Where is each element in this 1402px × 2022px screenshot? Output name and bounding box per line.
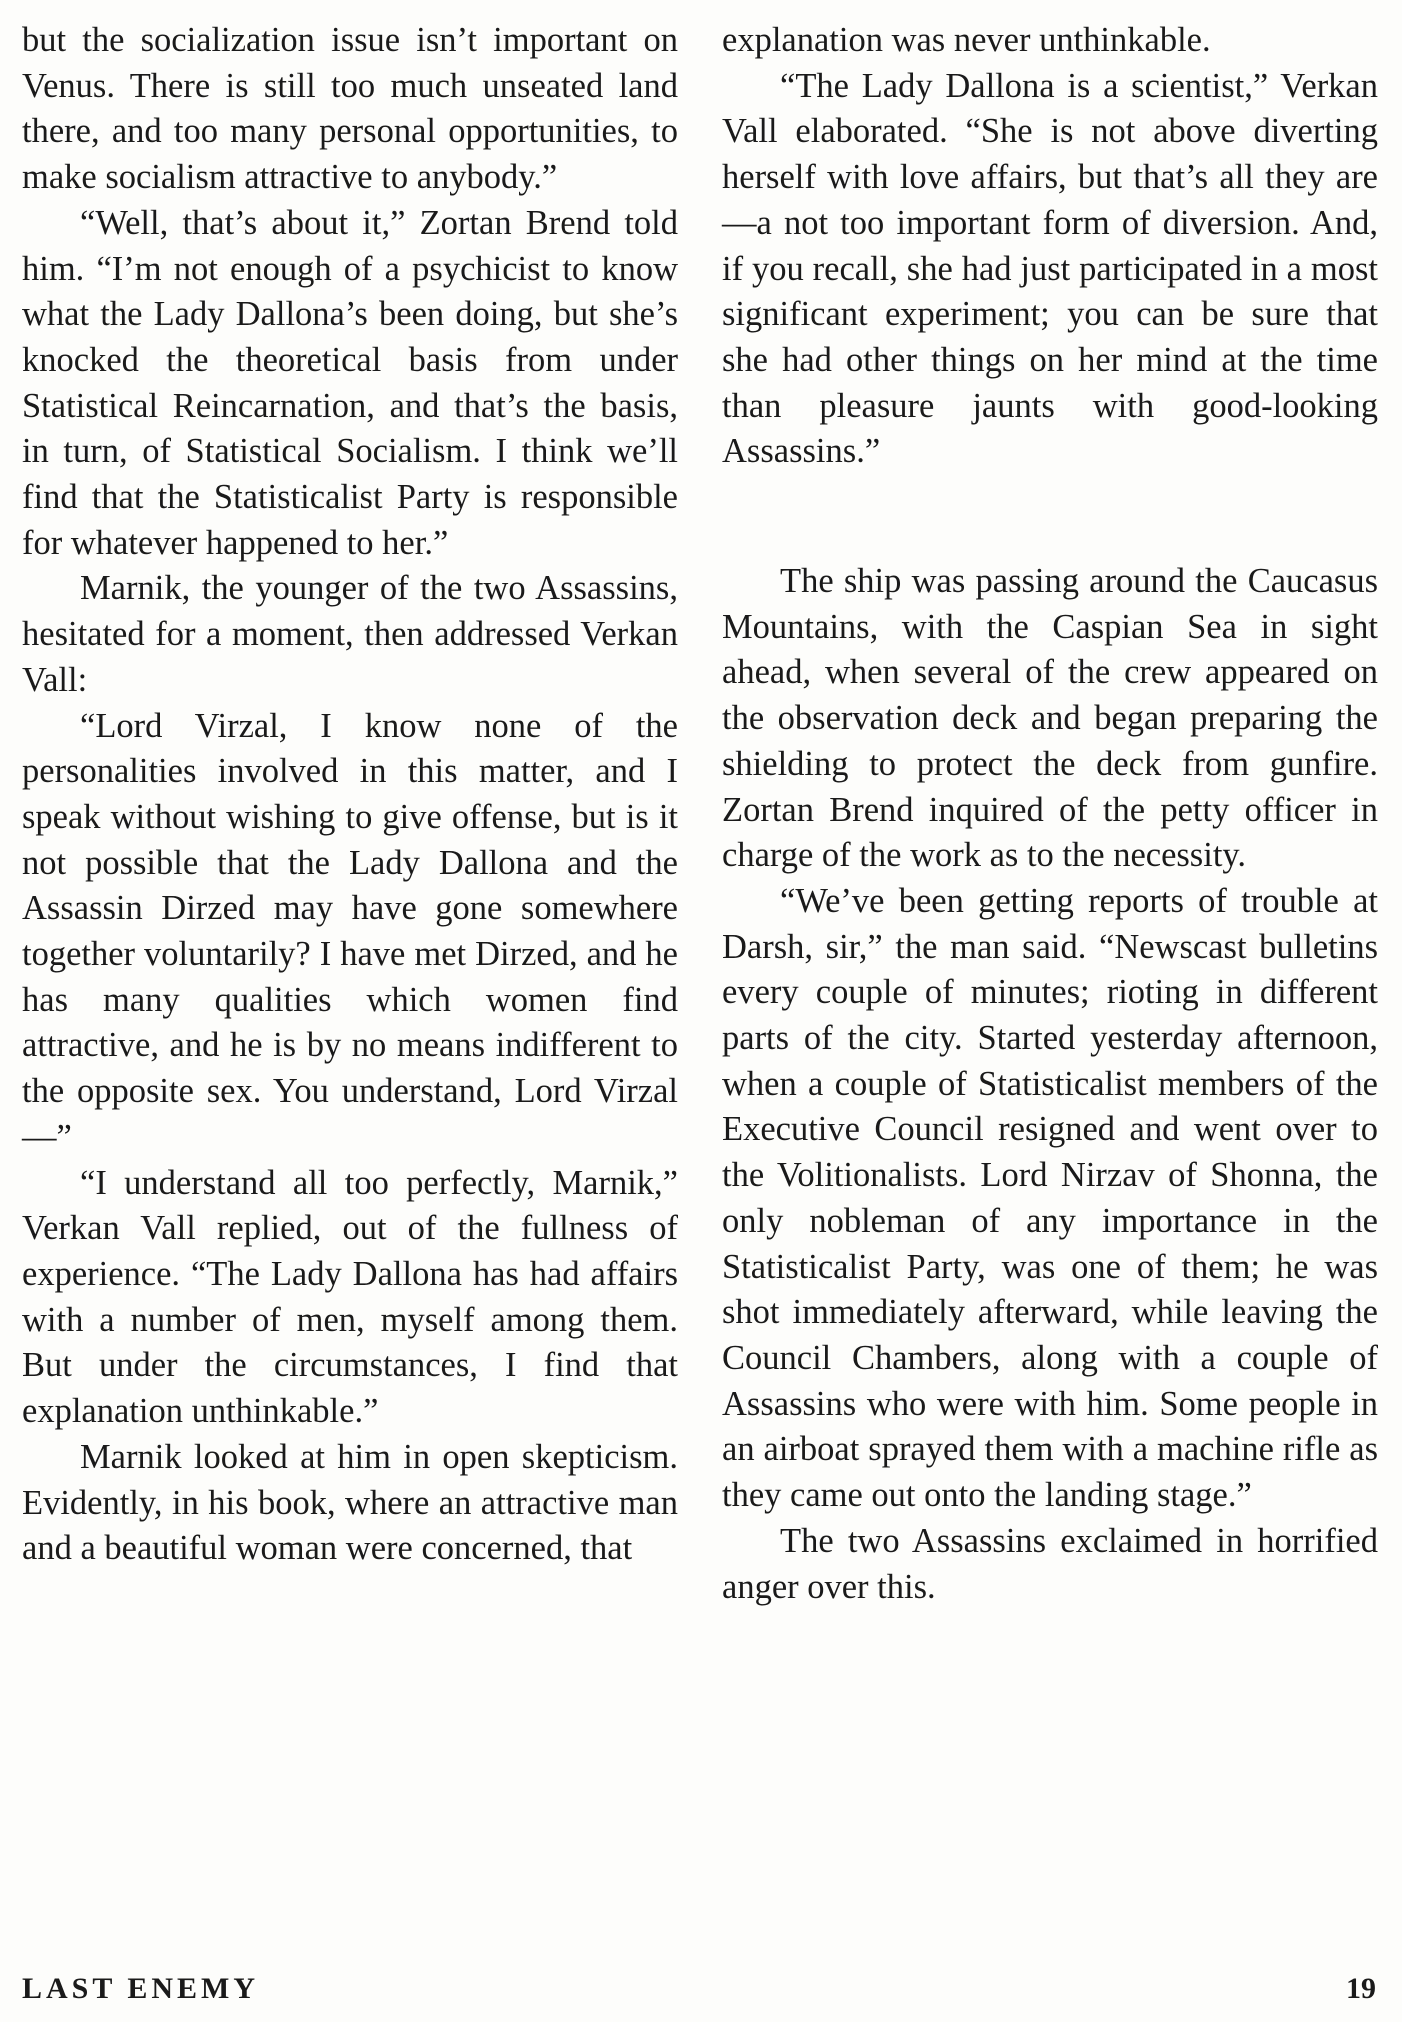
- paragraph: but the socialization issue isn’t important on Venus. There is still too much unseated land there, and too many personal opportunities, to make socialism attractive to anybody.”: [22, 21, 678, 197]
- page-footer: [0, 1972, 1402, 2012]
- paragraph: “We’ve been getting reports of trouble at Darsh, sir,” the man said. “Newscast bulletins every couple of minutes; rioting in different parts of the city. Started yesterday afternoon, when a couple of Statisticalist members of the Executive Council resigned and went over to the Volitionalists. Lord Nirzav of Shonna, the only nobleman of any importance in the Statisticalist Party, was one of them; he was shot immediately afterward, while leaving the Council Chambers, along with a couple of Assassins who were with him. Some people in an airboat sprayed them with a machine rifle as they came out onto the landing stage.”: [722, 881, 1378, 1515]
- paragraph: The ship was passing around the Caucasus Mountains, with the Caspian Sea in sight ahead, when several of the crew appeared on the observation deck and began preparing the shielding to protect the deck from gunfire. Zortan Brend inquired of the petty officer in charge of the work as to the necessity.: [722, 562, 1378, 875]
- paragraph: explanation was never unthinkable.: [722, 21, 1211, 59]
- page-number: 19: [1346, 1972, 1376, 2005]
- paragraph: The two Assassins exclaimed in horrified anger over this.: [722, 1521, 1378, 1606]
- paragraph: “I understand all too perfectly, Marnik,” Verkan Vall replied, out of the fullness of experience. “The Lady Dallona has had affairs with a number of men, myself among them. But under the circumstances, I find that explanation unthinkable.”: [22, 1163, 678, 1431]
- paragraph: “Well, that’s about it,” Zortan Brend told him. “I’m not enough of a psychicist to know what the Lady Dallona’s been doing, but she’s knocked the theoretical basis from under Statistical Reincarnation, and that’s the basis, in turn, of Statistical Socialism. I think we’ll find that the Statisticalist Party is responsible for whatever happened to her.”: [22, 203, 678, 562]
- running-title: LAST ENEMY: [22, 1972, 259, 2005]
- paragraph: Marnik, the younger of the two Assassins, hesitated for a moment, then addressed Verkan Vall:: [22, 569, 678, 699]
- left-column: [22, 18, 678, 1572]
- right-column: [722, 18, 1378, 1610]
- paragraph: “Lord Virzal, I know none of the personalities involved in this matter, and I speak without wishing to give offense, but is it not possible that the Lady Dallona and the Assassin Dirzed may have gone somewhere together voluntarily? I have met Dirzed, and he has many qualities which women find attractive, and he is by no means indifferent to the opposite sex. You understand, Lord Virzal—”: [22, 706, 678, 1156]
- section-break: [722, 475, 1378, 559]
- paragraph: Marnik looked at him in open skepticism. Evidently, in his book, where an attractive man and a beautiful woman were concerned, that: [22, 1437, 678, 1568]
- paragraph: “The Lady Dallona is a scientist,” Verkan Vall elaborated. “She is not above diverting herself with love affairs, but that’s all they are—a not too important form of diversion. And, if you recall, she had just participated in a most significant experiment; you can be sure that she had other things on her mind at the time than pleasure jaunts with good-looking Assassins.”: [722, 66, 1378, 471]
